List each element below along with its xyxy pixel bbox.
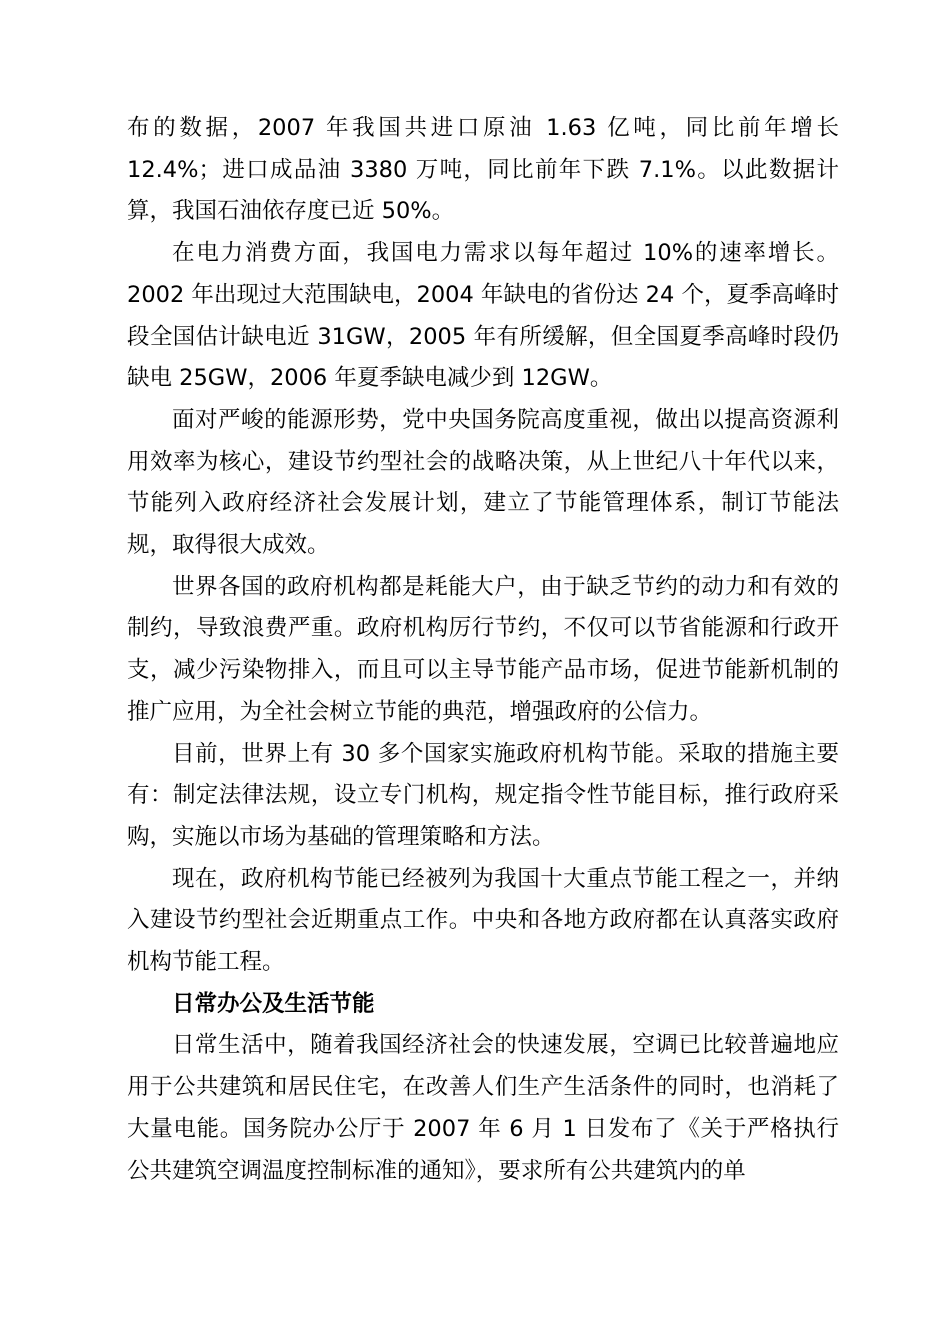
document-page xyxy=(127,108,839,1192)
paragraph-current-status: 现在，政府机构节能已经被列为我国十大重点节能工程之一，并纳入建设节约型社会近期重点工作。中央和各地方政府都在认真落实政府机构节能工程。 xyxy=(127,865,839,976)
section-heading-daily-saving: 日常办公及生活节能 xyxy=(172,990,375,1017)
paragraph-power-demand: 在电力消费方面，我国电力需求以每年超过 10%的速率增长。2002 年出现过大范围缺电，2004 年缺电的省份达 24 个，夏季高峰时段全国估计缺电近 31GW，2005 年有所缓解，但全国夏季高峰时段仍缺电 25GW，2006 年夏季缺电减少到 12GW。 xyxy=(127,240,839,392)
paragraph-government-waste: 世界各国的政府机构都是耗能大户，由于缺乏节约的动力和有效的制约，导致浪费严重。政府机构厉行节约，不仅可以节省能源和行政开支，减少污染物排入，而且可以主导节能产品市场，促进节能新机制的推广应用，为全社会树立节能的典范，增强政府的公信力。 xyxy=(127,573,839,725)
paragraph-oil-import: 布的数据，2007 年我国共进口原油 1.63 亿吨，同比前年增长 12.4%；进口成品油 3380 万吨，同比前年下跌 7.1%。以此数据计算，我国石油依存度已近 50%。 xyxy=(127,115,839,225)
paragraph-energy-policy: 面对严峻的能源形势，党中央国务院高度重视，做出以提高资源利用效率为核心，建设节约型社会的战略决策，从上世纪八十年代以来，节能列入政府经济社会发展计划，建立了节能管理体系，制订节能法规，取得很大成效。 xyxy=(127,406,839,559)
paragraph-air-conditioning: 日常生活中，随着我国经济社会的快速发展，空调已比较普遍地应用于公共建筑和居民住宅，在改善人们生产生活条件的同时，也消耗了大量电能。国务院办公厅于 2007 年 6 月 1 日发布了《关于严格执行公共建筑空调温度控制标准的通知》，要求所有公共建筑内的单 xyxy=(127,1032,839,1184)
paragraph-international-measures: 目前，世界上有 30 多个国家实施政府机构节能。采取的措施主要有：制定法律法规，设立专门机构，规定指令性节能目标，推行政府采购，实施以市场为基础的管理策略和方法。 xyxy=(127,740,839,850)
